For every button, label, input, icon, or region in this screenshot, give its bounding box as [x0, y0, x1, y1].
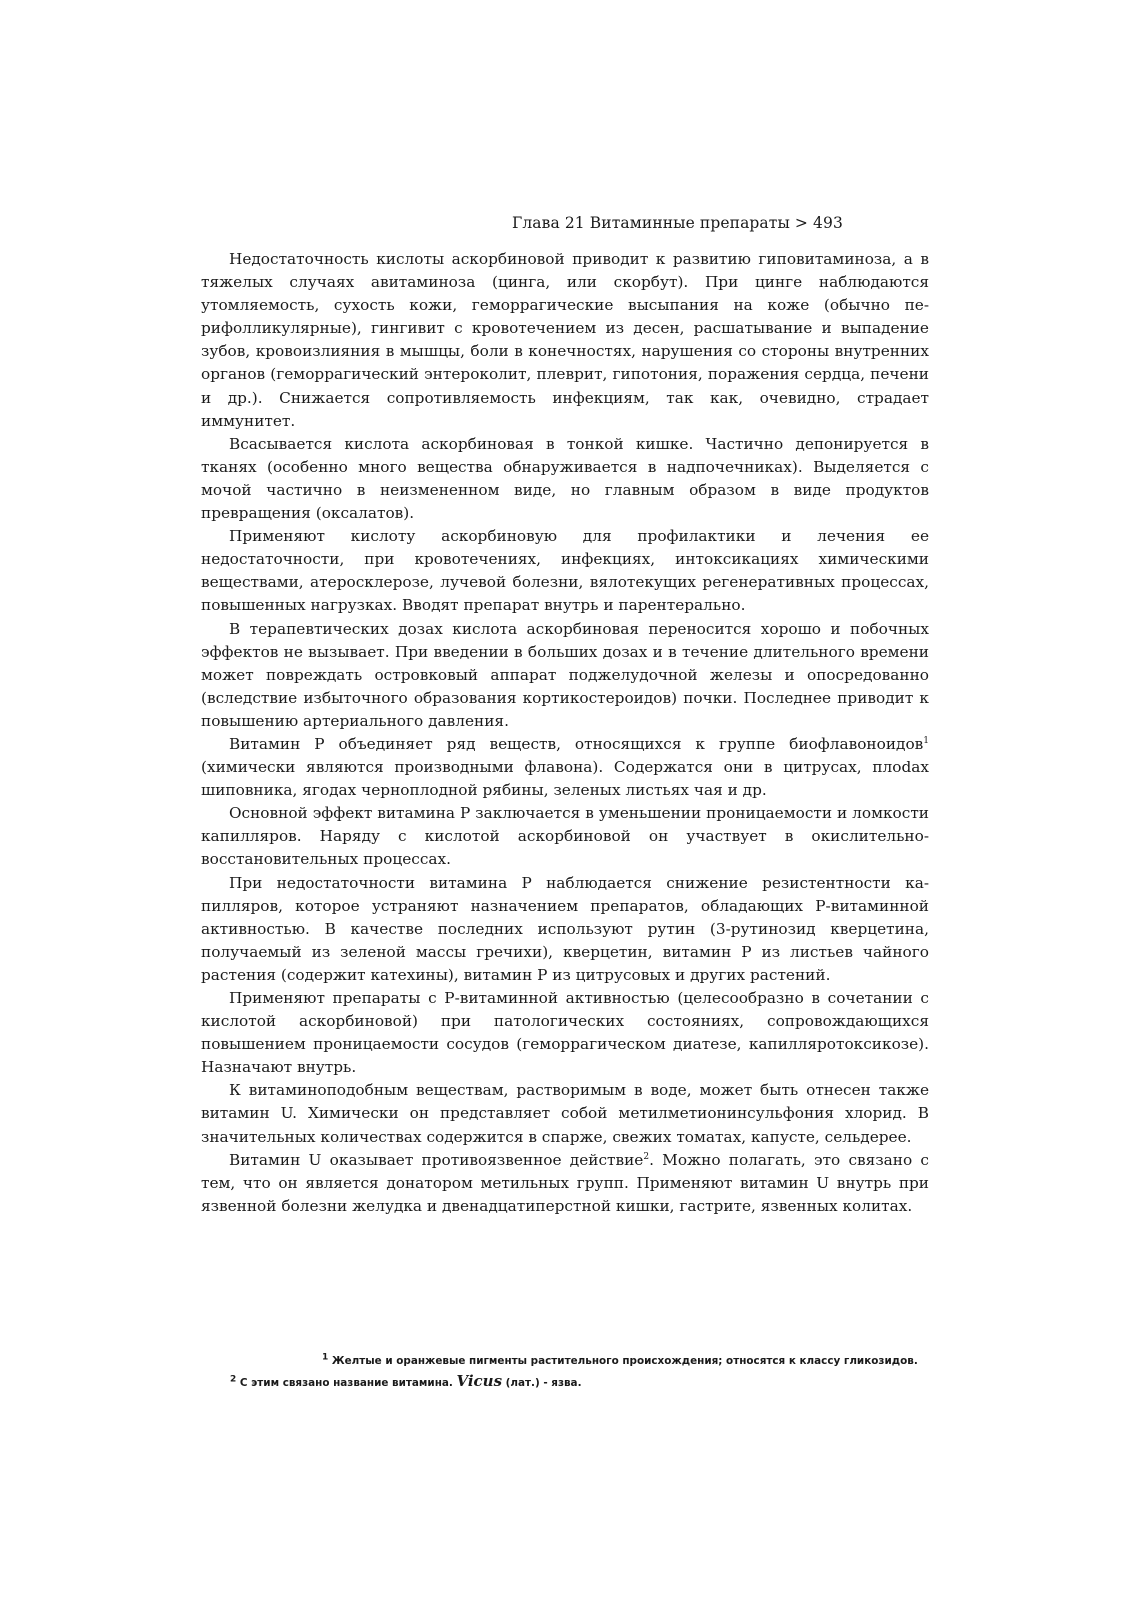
paragraph-text: Витамин U оказывает противоязвенное действие	[229, 1150, 644, 1169]
footnote-1	[220, 1351, 940, 1371]
footnote-text-1: Желтые и оранжевые пигменты растительного происхождения; относятся к классу гликозидов.	[328, 1355, 918, 1367]
paragraph-text: Витамин Р объединяет ряд веществ, относящихся к группе биофлавоноидов	[229, 734, 924, 753]
footnote-marker-1: 1	[322, 1352, 329, 1363]
paragraph-vitamin-p-intro	[201, 733, 929, 802]
footnote-text-2-end: (лат.) - язва.	[502, 1377, 582, 1389]
footnote-ref-2: 2	[643, 1151, 650, 1162]
body-text	[201, 248, 929, 1218]
footnote-2	[220, 1371, 940, 1393]
paragraph-vitamin-p-effect: Основной эффект витамина Р заключается в уменьшении проницаемости и ломкости капилляров. Наряду с кислотой аскорбиновой он участвует в окислительно-восстановительных процессах.	[201, 804, 929, 869]
paragraph-vitamin-u-intro: К витаминоподобным веществам, растворимым в воде, может быть отнесен также витамин U. Химически он представляет собой метилметионинсульфония хлорид. В значительных количествах содержится в спарже, свежих томатах, капусте, сельдерее.	[201, 1081, 929, 1146]
running-header: Глава 21 Витаминные препараты > 493	[512, 214, 843, 232]
footnote-latin-word: Vicus	[456, 1372, 503, 1390]
footnote-marker-2: 2	[230, 1374, 237, 1385]
paragraph-ascorbic-deficiency: Недостаточность кислоты аскорбиновой приводит к развитию гиповитаминоза, а в тяжелых случаях авитаминоза (цинга, или скорбут). При цинге наблюдаются утомляемость, сухость кожи, геморрагические высыпания на коже (обычно перифолликулярные), гингивит с кровотечением из десен, расшатывание и выпадение зубов, кровоизлияния в мышцы, боли в конечностях, нарушения со стороны внутренних органов (геморрагический энтероколит, плеврит, гипотония, поражения сердца, печени и др.). Снижается сопротивляемость инфекциям, так как, очевидно, страдает иммунитет.	[201, 250, 929, 430]
paragraph-text: (химически являются производными флавона). Содержатся они в цитрусах, плоdах шиповника, ягодах черноплодной рябины, зеленых листьях чая и др.	[201, 758, 929, 800]
paragraph-vitamin-u-action	[201, 1149, 929, 1218]
paragraph-vitamin-p-deficiency: При недостаточности витамина Р наблюдается снижение резистентности капилляров, которое устраняют назначением препаратов, обладающих Р-витаминной активностью. В качестве последних используют рутин (3-рутинозид кверцетина, получаемый из зеленой массы гречихи), кверцетин, витамин Р из листьев чайного растения (содержит катехины), витамин Р из цитрусовых и других растений.	[201, 873, 929, 984]
paragraph-vitamin-p-use: Применяют препараты с Р-витаминной активностью (целесообразно в сочетании с кислотой аскорбиновой) при патологических состояниях, сопровождающихся повышением проницаемости сосудов (геморрагическом диатезе, капилляротоксикозе). Назначают внутрь.	[201, 989, 929, 1077]
paragraph-text: . Можно полагать, это связано с тем, что он является донатором метильных групп. Применяют витамин U внутрь при язвенной болезни желудка и двенадцатиперстной кишки, гастрите, язвенных колитах.	[201, 1150, 929, 1215]
paragraph-indications: Применяют кислоту аскорбиновую для профилактики и лечения ее недостаточности, при кровотечениях, инфекциях, интоксикациях химическими веществами, атеросклерозе, лучевой болезни, вялотекущих регенеративных процессах, повышенных нагрузках. Вводят препарат внутрь и парентерально.	[201, 527, 929, 615]
paragraph-side-effects: В терапевтических дозах кислота аскорбиновая переносится хорошо и побочных эффектов не вызывает. При введении в больших дозах и в течение длительного времени может повреждать островковый аппарат поджелудочной железы и опосредованно (вследствие избыточного образования кортикостероидов) почки. Последнее приводит к повышению артериального давления.	[201, 619, 929, 730]
paragraph-absorption: Всасывается кислота аскорбиновая в тонкой кишке. Частично депонируется в тканях (особенно много вещества обнаруживается в надпочечниках). Выделяется с мочой частично в неизмененном виде, но главным образом в виде продуктов превращения (оксалатов).	[201, 434, 929, 523]
footnote-text-2: С этим связано название витамина.	[236, 1377, 457, 1389]
footnote-ref-1: 1	[923, 735, 929, 746]
footnotes	[220, 1351, 940, 1393]
